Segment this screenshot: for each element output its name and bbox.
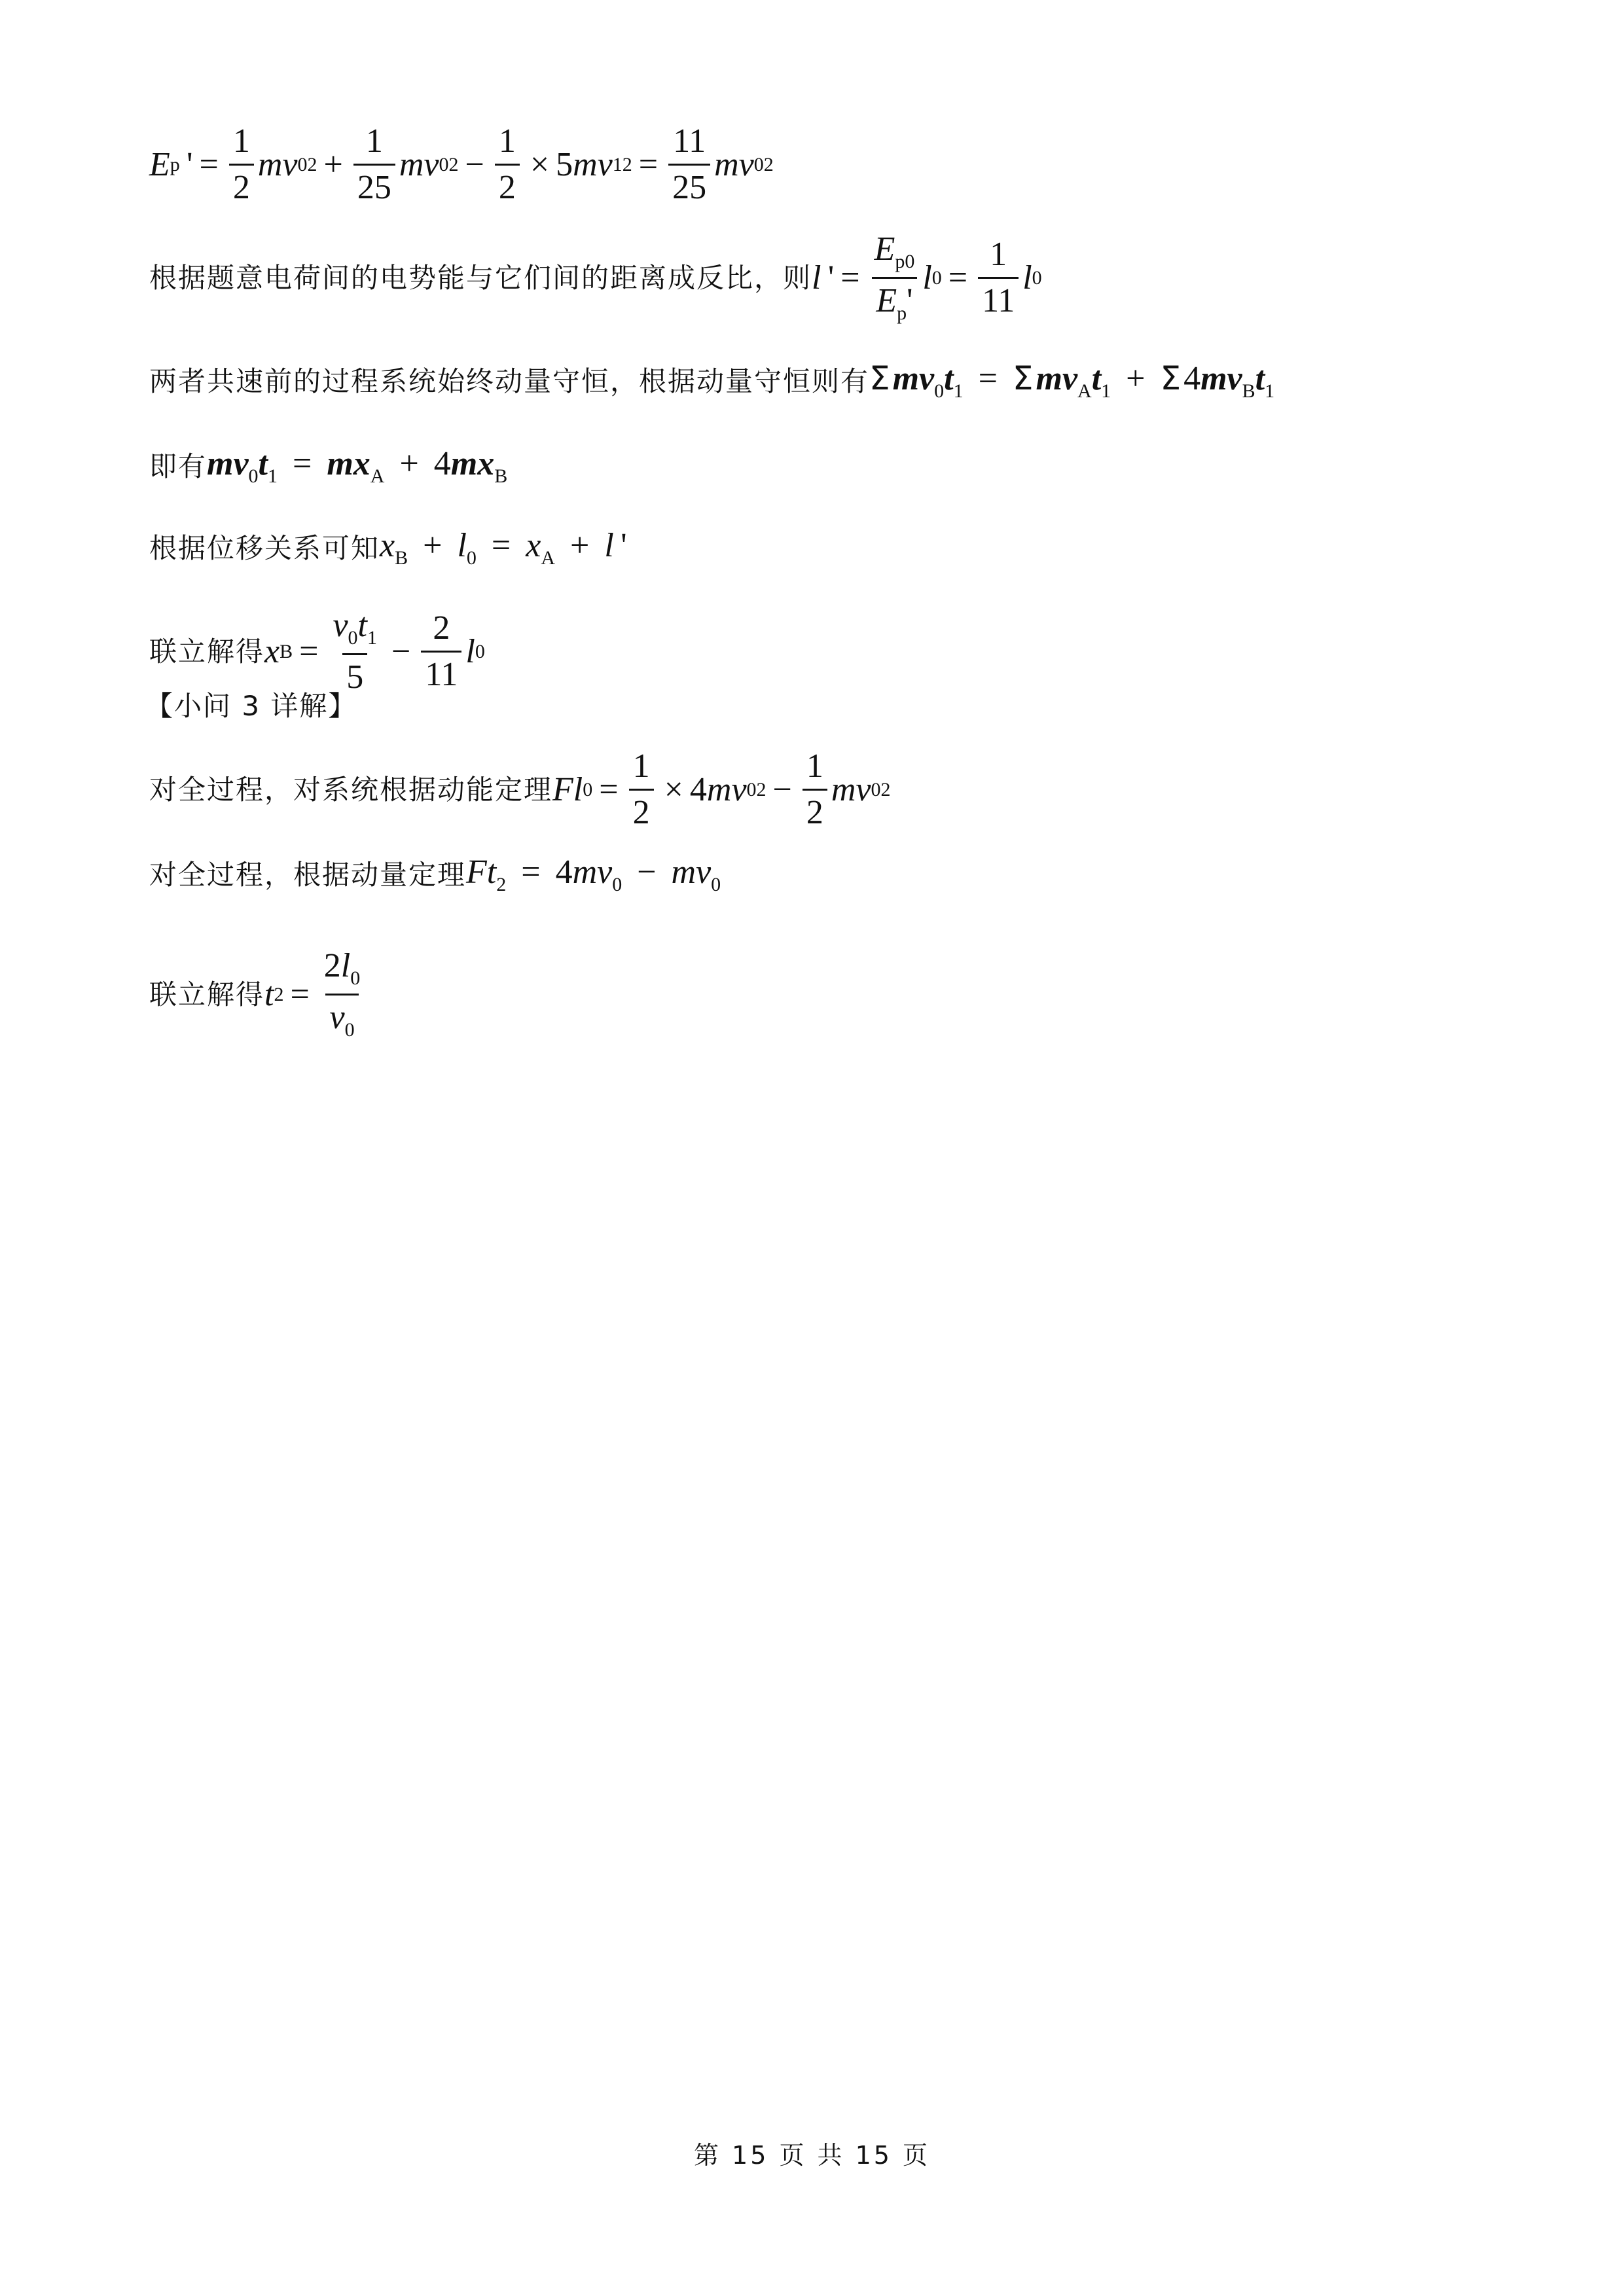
equation-potential-energy: E p ' = $\frac{1}{2}$ mv 0 2 + $\frac{1}{25}$ mv 0 2 − $\frac{1}{2}$ × 5 mv 1 2 = $\frac{11}{25}$ mv 0 2 xyxy=(149,122,774,206)
section-heading xyxy=(145,692,357,720)
paragraph-text: 两者共速前的过程系统始终动量守恒，根据动量守恒则有 xyxy=(149,365,870,397)
paragraph-solve-t2 xyxy=(149,949,368,1040)
page-footer: 第 15 页 共 15 页 xyxy=(693,2141,931,2170)
paragraph-text: 联立解得 xyxy=(149,978,265,1011)
paragraph-text: 根据题意电荷间的电势能与它们间的距离成反比，则 xyxy=(149,261,812,294)
heading-text: 【小问 3 详解】 xyxy=(145,690,357,722)
equation-displacement-momentum: $mv_0t_1 = mx_A + 4mx_B$ xyxy=(207,445,508,487)
paragraph-work-energy xyxy=(149,749,891,830)
paragraph-text: 联立解得 xyxy=(149,635,265,668)
equation-xb-result: x B = $\frac{v_0t_1}{5}$ − $\frac{2}{11}$ l 0 xyxy=(264,607,485,696)
paragraph-text: 对全过程，对系统根据动能定理 xyxy=(149,773,553,806)
equation-momentum-sum: $\Sigma mv_0t_1 = \Sigma mv_At_1 + \Sigma 4mv_Bt_1$ xyxy=(869,359,1275,402)
paragraph-impulse xyxy=(149,855,721,895)
paragraph-text: 对全过程，根据动量定理 xyxy=(149,859,467,891)
paragraph-momentum-conservation xyxy=(149,359,1275,402)
equation-impulse: $Ft_2 = 4mv_0 - mv_0$ xyxy=(466,853,721,895)
paragraph-displacement-relation xyxy=(149,529,627,568)
paragraph-text: 即有 xyxy=(149,450,208,482)
equation-work-energy: Fl 0 = $\frac{1}{2}$ × 4 mv 0 2 − $\frac{1}{2}$ mv 0 2 xyxy=(552,747,891,831)
paragraph-momentum-displacement xyxy=(149,447,507,486)
equation-distance: l ' = $\frac{E_{p0}}{E_p'}$ l 0 = $\frac{1}{11}$ l 0 xyxy=(812,230,1042,324)
equation-displacement-relation: $x_B + l_0 = x_A + l$ ' xyxy=(380,527,627,569)
equation-t2-result: t 2 = $\frac{2l_0}{v_0}$ xyxy=(264,947,361,1041)
paragraph-solve-xb xyxy=(149,609,485,694)
paragraph-inverse-distance xyxy=(149,232,1042,323)
paragraph-text: 根据位移关系可知 xyxy=(149,532,380,564)
